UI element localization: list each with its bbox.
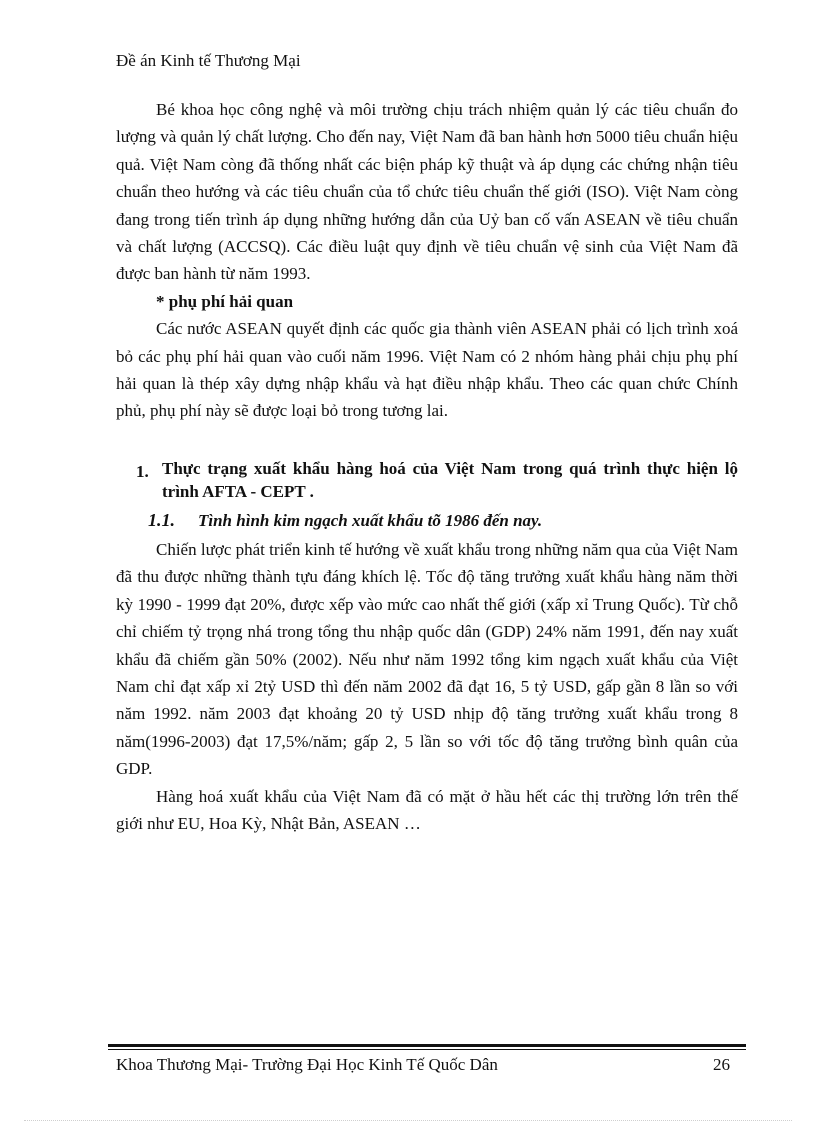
page-header: Đề án Kinh tế Thương Mại [116,51,301,70]
section-number: 1. [136,461,149,481]
paragraph-standards: Bé khoa học công nghệ và môi trường chịu trách nhiệm quản lý các tiêu chuẩn đo lượng và quản lý chất lượng. Cho đến nay, Việt Nam đã ban hành hơn 5000 tiêu chuẩn hiệu quả. Việt Nam còng đã thống nhất các biện pháp kỹ thuật và áp dụng các chứng nhận tiêu chuẩn theo hướng và các tiêu chuẩn của tổ chức tiêu chuẩn thế giới (ISO). Việt Nam còng đang trong tiến trình áp dụng những hướng dẫn của Uỷ ban cố vấn ASEAN về tiêu chuẩn và chất lượng (ACCSQ). Các điều luật quy định về tiêu chuẩn vệ sinh của Việt Nam đã được ban hành từ năm 1993. [116,100,738,284]
spacer [116,441,738,457]
page-footer [116,1054,730,1076]
section-title: Thực trạng xuất khẩu hàng hoá của Việt Nam trong quá trình thực hiện lộ trình AFTA - CEPT . [162,458,738,501]
footer-divider-thin [108,1049,746,1050]
document-body [116,96,738,837]
paragraph-export-markets: Hàng hoá xuất khẩu của Việt Nam đã có mặt ở hầu hết các thị trường lớn trên thế giới như EU, Hoa Kỳ, Nhật Bản, ASEAN … [116,786,738,833]
section-heading-1-1 [148,507,738,534]
paragraph-customs-surcharge: Các nước ASEAN quyết định các quốc gia thành viên ASEAN phải có lịch trình xoá bỏ các phụ phí hải quan vào cuối năm 1996. Việt Nam có 2 nhóm hàng phải chịu phụ phí hải quan là thép xây dựng nhập khẩu và hạt điều nhập khẩu. Theo các quan chức Chính phủ, phụ phí này sẽ được loại bỏ trong tương lai. [116,319,738,421]
page-edge [24,1120,792,1121]
paragraph-export-strategy: Chiến lược phát triển kinh tế hướng về xuất khẩu trong những năm qua của Việt Nam đã thu được những thành tựu đáng khích lệ. Tốc độ tăng trưởng xuất khẩu hàng năm thời kỳ 1990 - 1999 đạt 20%, được xếp vào mức cao nhất thế giới (xấp xỉ Trung Quốc). Từ chỗ chỉ chiếm tỷ trọng nhá trong tổng thu nhập quốc dân (GDP) 24% năm 1991, đến nay xuất khẩu đã chiếm gần 50% (2002). Nếu như năm 1992 tổng kim ngạch xuất khẩu của Việt Nam chỉ đạt xấp xỉ 2tỷ USD thì đến năm 2002 đã đạt 16, 5 tỷ USD, gấp gần 8 lần so với năm 1992. năm 2003 đạt khoảng 20 tỷ USD nhịp độ tăng trưởng xuất khẩu trong 8 năm(1996-2003) đạt 17,5%/năm; gấp 2, 5 lần so với tốc độ tăng trưởng bình quân của GDP. [116,539,738,779]
footer-divider [108,1044,746,1047]
page-number: 26 [713,1055,730,1074]
section-heading-1 [136,457,738,503]
spacer [116,425,738,441]
subsection-title: Tình hình kim ngạch xuất khẩu tõ 1986 đến nay. [198,510,543,530]
footer-school-name: Khoa Thương Mại- Trường Đại Học Kinh Tế Quốc Dân [116,1055,498,1074]
subsection-number: 1.1. [148,509,175,530]
sub-heading-customs-surcharge: * phụ phí hải quan [156,291,294,311]
